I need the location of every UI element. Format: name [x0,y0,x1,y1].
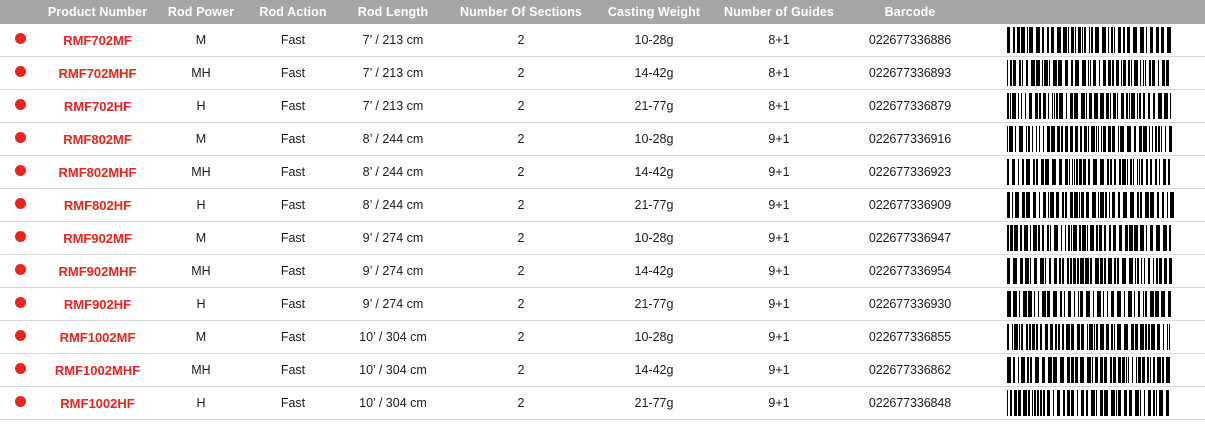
table-row [0,387,1205,420]
cell-product-number [40,123,155,156]
product-number-label: RMF902MHF [58,263,137,279]
table-row [0,24,1205,57]
cell-number-of-sections: 2 [447,321,595,354]
cell-number-of-guides: 8+1 [713,24,845,57]
barcode-icon [1005,93,1175,119]
table-row [0,156,1205,189]
cell-number-of-sections: 2 [447,222,595,255]
column-header-barcode: Barcode [845,0,975,24]
cell-product-number [40,288,155,321]
cell-rod-length: 9’ / 274 cm [339,255,447,288]
product-number-label: RMF802MHF [58,164,137,180]
cell-rod-length: 8’ / 244 cm [339,156,447,189]
column-header-rod-power: Rod Power [155,0,247,24]
table-row [0,222,1205,255]
cell-rod-action: Fast [247,90,339,123]
table-header-row [0,0,1205,24]
cell-product-number [40,189,155,222]
cell-barcode-number: 022677336848 [845,387,975,420]
barcode-icon [1005,27,1175,53]
product-number-label: RMF1002MHF [54,362,141,378]
cell-rod-length: 7’ / 213 cm [339,24,447,57]
cell-number-of-sections: 2 [447,90,595,123]
cell-number-of-guides: 9+1 [713,288,845,321]
row-bullet-cell [0,288,40,321]
column-header-rod-action: Rod Action [247,0,339,24]
table-row [0,90,1205,123]
cell-barcode-number: 022677336909 [845,189,975,222]
cell-casting-weight: 14-42g [595,57,713,90]
cell-barcode-number: 022677336893 [845,57,975,90]
cell-number-of-sections: 2 [447,123,595,156]
column-header-barcode-image [975,0,1205,24]
cell-number-of-sections: 2 [447,255,595,288]
red-dot-icon [15,66,26,77]
row-bullet-cell [0,222,40,255]
product-number-label: RMF1002MF [59,329,136,345]
cell-number-of-sections: 2 [447,387,595,420]
cell-number-of-guides: 8+1 [713,90,845,123]
cell-barcode-image [975,123,1205,156]
row-bullet-cell [0,354,40,387]
cell-rod-action: Fast [247,321,339,354]
column-header-casting-weight: Casting Weight [595,0,713,24]
cell-barcode-number: 022677336855 [845,321,975,354]
cell-product-number [40,255,155,288]
red-dot-icon [15,297,26,308]
cell-product-number [40,321,155,354]
product-number-label: RMF702HF [63,98,132,114]
cell-number-of-guides: 9+1 [713,123,845,156]
cell-rod-action: Fast [247,387,339,420]
cell-rod-power: H [155,90,247,123]
cell-rod-power: M [155,123,247,156]
column-header-number-of-guides: Number of Guides [713,0,845,24]
red-dot-icon [15,231,26,242]
column-header-product-number: Product Number [40,0,155,24]
cell-barcode-image [975,321,1205,354]
cell-rod-power: M [155,24,247,57]
cell-number-of-sections: 2 [447,57,595,90]
cell-barcode-number: 022677336954 [845,255,975,288]
barcode-icon [1005,291,1175,317]
cell-barcode-image [975,156,1205,189]
column-header-rod-length: Rod Length [339,0,447,24]
cell-barcode-image [975,354,1205,387]
cell-rod-power: M [155,222,247,255]
product-number-label: RMF702MHF [58,65,137,81]
table-row [0,123,1205,156]
cell-casting-weight: 14-42g [595,156,713,189]
cell-number-of-guides: 9+1 [713,354,845,387]
red-dot-icon [15,264,26,275]
table-row [0,321,1205,354]
cell-casting-weight: 10-28g [595,321,713,354]
cell-number-of-guides: 9+1 [713,321,845,354]
cell-number-of-guides: 9+1 [713,387,845,420]
column-header-bullet [0,0,40,24]
row-bullet-cell [0,189,40,222]
product-number-label: RMF702MF [63,32,132,48]
cell-number-of-guides: 9+1 [713,222,845,255]
barcode-icon [1005,60,1175,86]
red-dot-icon [15,363,26,374]
row-bullet-cell [0,123,40,156]
cell-barcode-image [975,255,1205,288]
cell-rod-power: H [155,189,247,222]
cell-casting-weight: 10-28g [595,222,713,255]
cell-rod-power: MH [155,255,247,288]
cell-barcode-number: 022677336879 [845,90,975,123]
cell-number-of-sections: 2 [447,24,595,57]
cell-rod-action: Fast [247,354,339,387]
barcode-icon [1005,258,1175,284]
cell-number-of-guides: 9+1 [713,156,845,189]
cell-rod-action: Fast [247,288,339,321]
cell-number-of-sections: 2 [447,288,595,321]
cell-number-of-sections: 2 [447,354,595,387]
cell-product-number [40,156,155,189]
cell-casting-weight: 14-42g [595,354,713,387]
barcode-icon [1005,357,1175,383]
red-dot-icon [15,33,26,44]
cell-barcode-image [975,90,1205,123]
cell-barcode-number: 022677336862 [845,354,975,387]
red-dot-icon [15,198,26,209]
cell-rod-length: 7’ / 213 cm [339,57,447,90]
cell-rod-power: H [155,387,247,420]
barcode-icon [1005,192,1175,218]
cell-rod-length: 10’ / 304 cm [339,387,447,420]
column-header-number-of-sections: Number Of Sections [447,0,595,24]
red-dot-icon [15,396,26,407]
row-bullet-cell [0,321,40,354]
barcode-icon [1005,225,1175,251]
cell-casting-weight: 21-77g [595,90,713,123]
table-row [0,189,1205,222]
cell-product-number [40,354,155,387]
cell-casting-weight: 21-77g [595,288,713,321]
cell-number-of-sections: 2 [447,156,595,189]
cell-casting-weight: 14-42g [595,255,713,288]
table-row [0,354,1205,387]
cell-rod-power: MH [155,57,247,90]
cell-casting-weight: 10-28g [595,123,713,156]
barcode-icon [1005,126,1175,152]
cell-barcode-number: 022677336923 [845,156,975,189]
product-number-label: RMF902MF [63,230,132,246]
cell-number-of-guides: 8+1 [713,57,845,90]
row-bullet-cell [0,156,40,189]
row-bullet-cell [0,90,40,123]
cell-rod-power: MH [155,156,247,189]
cell-casting-weight: 21-77g [595,387,713,420]
product-number-label: RMF902HF [63,296,132,312]
cell-rod-action: Fast [247,222,339,255]
cell-rod-power: M [155,321,247,354]
cell-number-of-guides: 9+1 [713,255,845,288]
cell-rod-length: 10’ / 304 cm [339,321,447,354]
cell-rod-length: 8’ / 244 cm [339,123,447,156]
product-number-label: RMF802MF [63,131,132,147]
cell-rod-length: 9’ / 274 cm [339,222,447,255]
cell-rod-length: 10’ / 304 cm [339,354,447,387]
cell-barcode-image [975,288,1205,321]
row-bullet-cell [0,255,40,288]
cell-product-number [40,24,155,57]
cell-barcode-image [975,387,1205,420]
cell-casting-weight: 21-77g [595,189,713,222]
red-dot-icon [15,132,26,143]
cell-rod-power: MH [155,354,247,387]
cell-rod-length: 7’ / 213 cm [339,90,447,123]
cell-product-number [40,222,155,255]
cell-barcode-image [975,222,1205,255]
red-dot-icon [15,165,26,176]
cell-product-number [40,57,155,90]
cell-barcode-number: 022677336916 [845,123,975,156]
table-body [0,24,1205,420]
cell-rod-action: Fast [247,24,339,57]
product-number-label: RMF802HF [63,197,132,213]
row-bullet-cell [0,57,40,90]
cell-rod-length: 8’ / 244 cm [339,189,447,222]
cell-barcode-number: 022677336930 [845,288,975,321]
product-number-label: RMF1002HF [60,395,135,411]
cell-rod-action: Fast [247,156,339,189]
barcode-icon [1005,324,1175,350]
cell-barcode-number: 022677336947 [845,222,975,255]
cell-rod-action: Fast [247,189,339,222]
cell-rod-length: 9’ / 274 cm [339,288,447,321]
barcode-icon [1005,390,1175,416]
table-header [0,0,1205,24]
table-row [0,57,1205,90]
cell-barcode-image [975,57,1205,90]
cell-number-of-sections: 2 [447,189,595,222]
cell-barcode-image [975,24,1205,57]
cell-product-number [40,387,155,420]
cell-rod-action: Fast [247,123,339,156]
cell-barcode-number: 022677336886 [845,24,975,57]
row-bullet-cell [0,387,40,420]
table-row [0,288,1205,321]
row-bullet-cell [0,24,40,57]
cell-product-number [40,90,155,123]
red-dot-icon [15,330,26,341]
cell-rod-action: Fast [247,57,339,90]
cell-casting-weight: 10-28g [595,24,713,57]
cell-rod-power: H [155,288,247,321]
cell-rod-action: Fast [247,255,339,288]
table-row [0,255,1205,288]
cell-number-of-guides: 9+1 [713,189,845,222]
red-dot-icon [15,99,26,110]
cell-barcode-image [975,189,1205,222]
barcode-icon [1005,159,1175,185]
